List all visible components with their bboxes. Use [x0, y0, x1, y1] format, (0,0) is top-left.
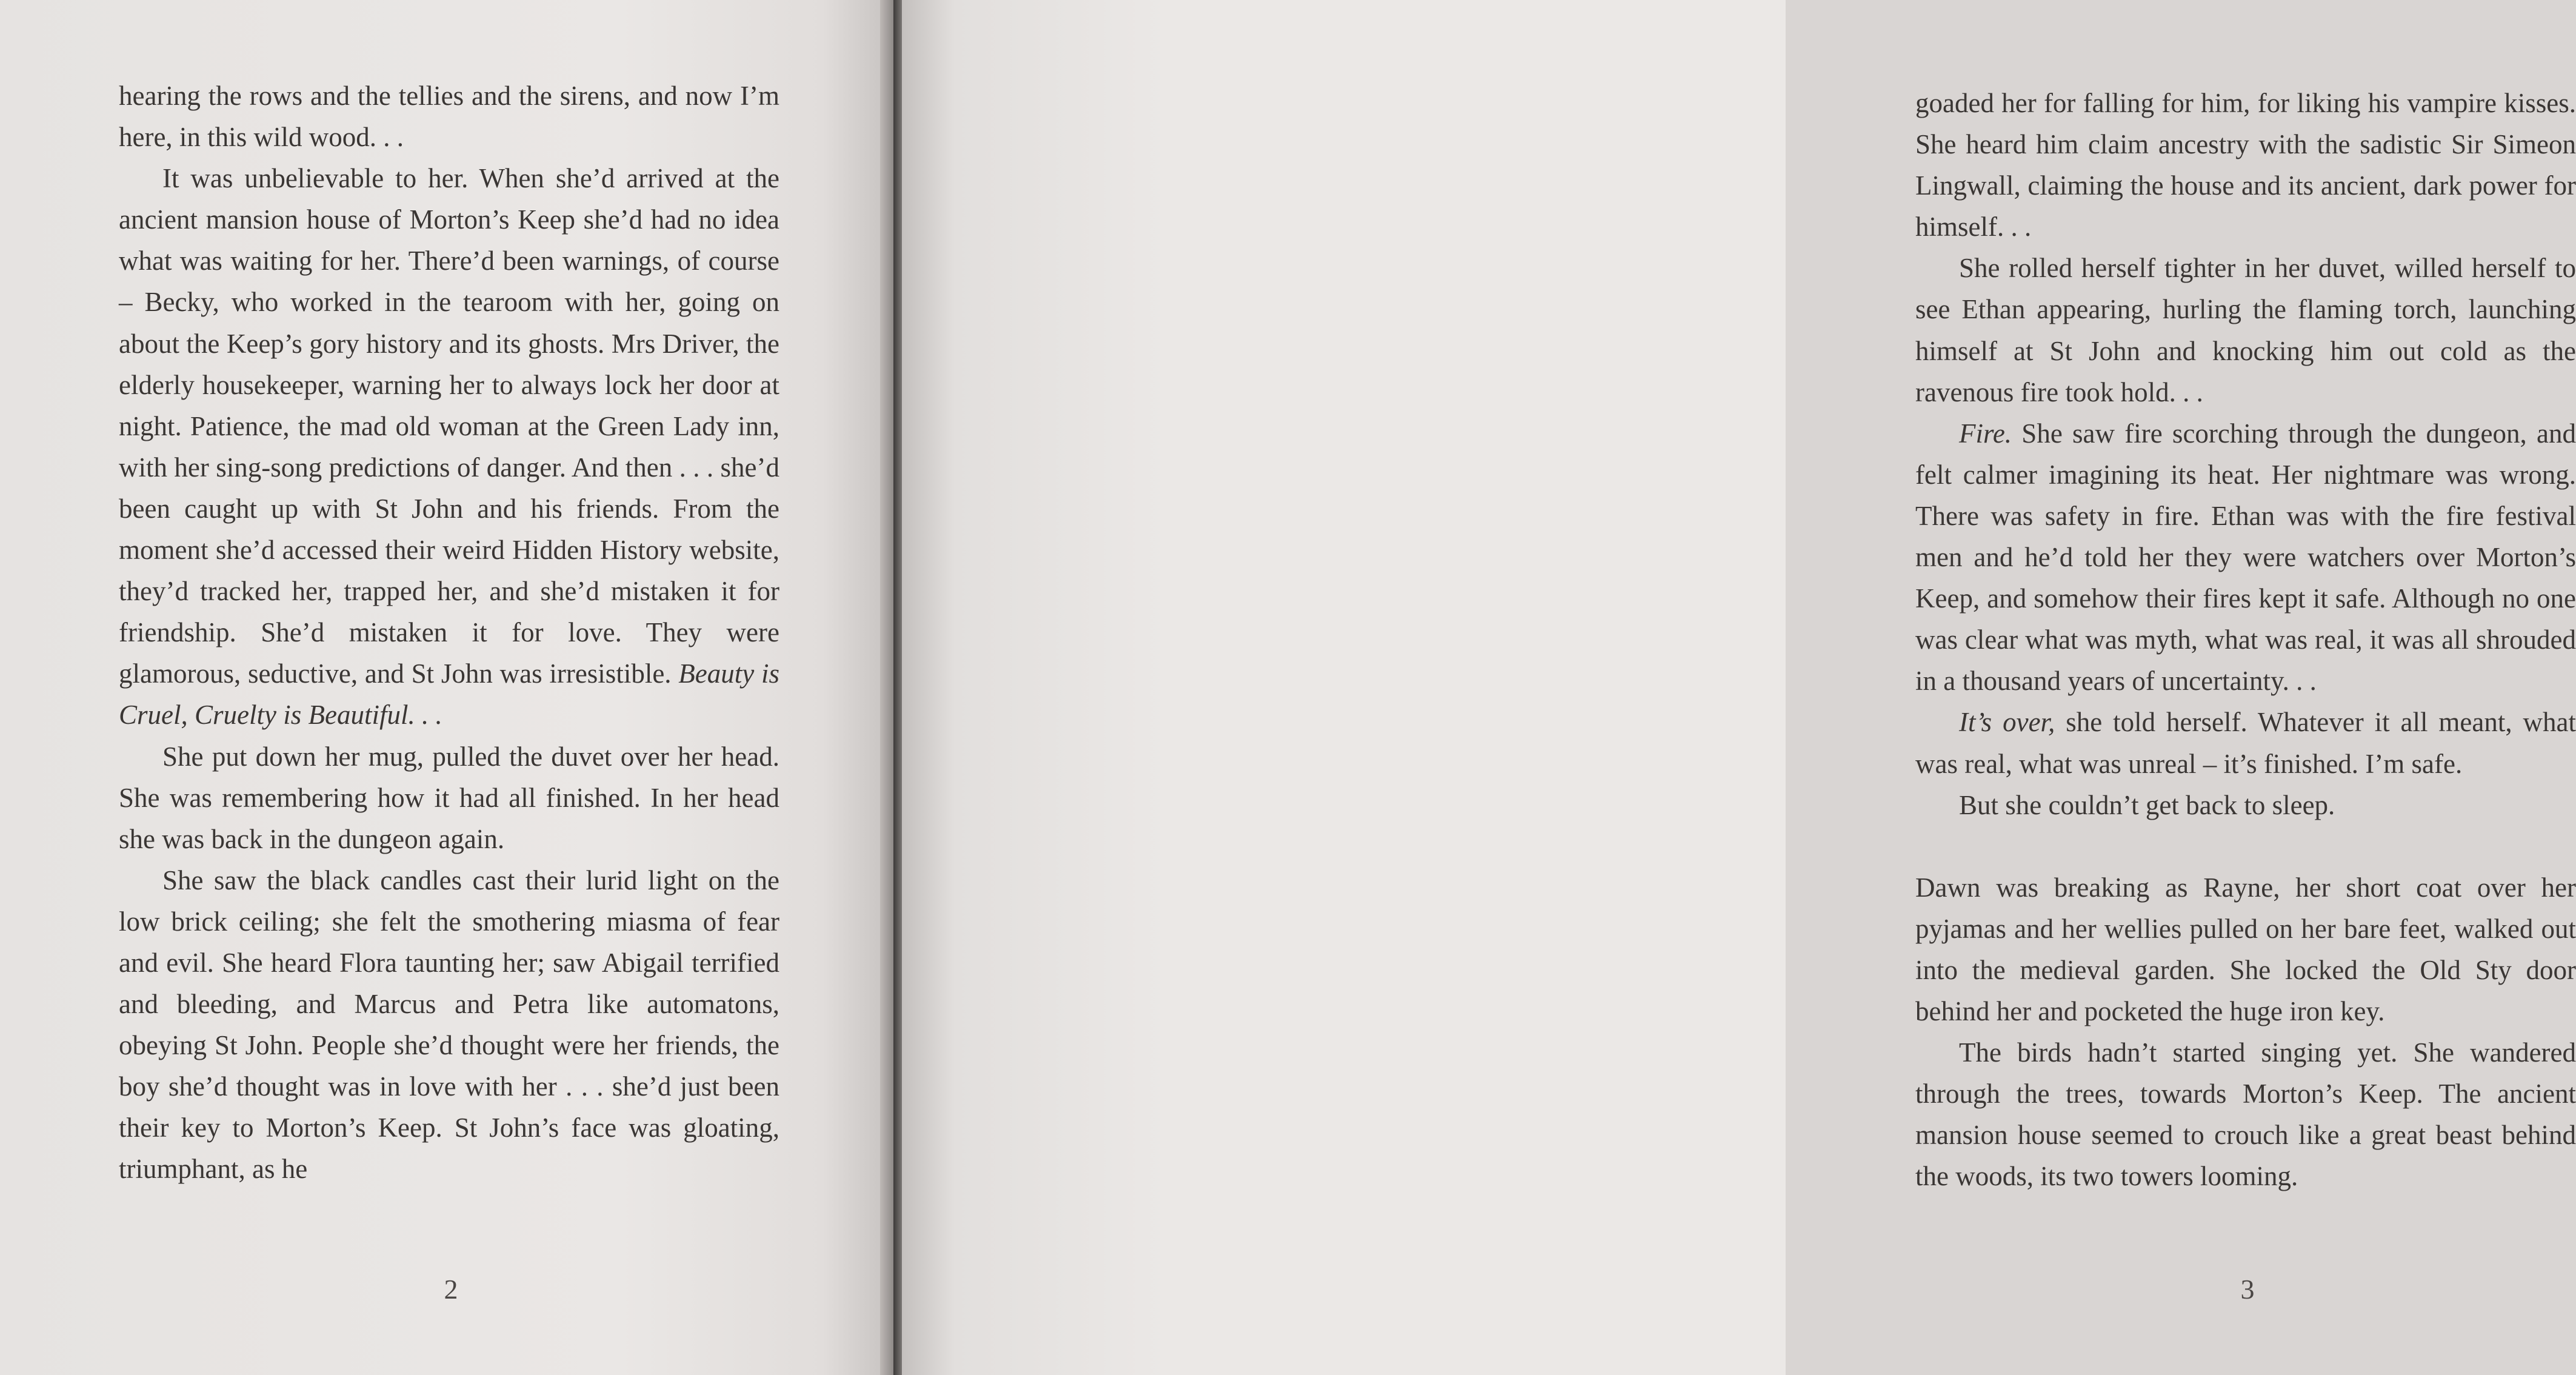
paragraph-text: hearing the rows and the tellies and the sirens, and now I’m here, in this wild wood. . . [119, 81, 779, 153]
paragraph-text: goaded her for falling for him, for liking his vampire kisses. She heard him claim ancestry with the sadistic Sir Simeon Lingwall, claiming the house and its ancient, dark power for himself. . . [1915, 88, 2576, 243]
paragraph [119, 860, 779, 1190]
right-page [902, 0, 2576, 1375]
paragraph [1915, 785, 2576, 826]
paragraph-text: The birds hadn’t started singing yet. She wandered through the trees, towards Morton’s Keep. The ancient mansion house seemed to crouch like a great beast behind the woods, its two towers looming. [1915, 1037, 2576, 1192]
italic-text: It’s over, [1959, 707, 2055, 738]
paragraph-text: she told herself. Whatever it all meant, what was real, what was unreal – it’s finished. I’m safe. [1915, 707, 2576, 779]
paragraph-text: She rolled herself tighter in her duvet, willed herself to see Ethan appearing, hurling the flaming torch, launching himself at St John and knocking him out cold as the ravenous fire took hold. . . [1915, 253, 2576, 407]
right-page-number: 3 [2240, 1274, 2255, 1305]
paragraph-text: Dawn was breaking as Rayne, her short coat over her pyjamas and her wellies pulled on her bare feet, walked out into the medieval garden. She locked the Old Sty door behind her and pocketed the huge iron key. [1915, 872, 2576, 1026]
paragraph-text: But she couldn’t get back to sleep. [1959, 789, 2335, 820]
paragraph [119, 736, 779, 860]
paragraph [1915, 1032, 2576, 1197]
left-page-body [119, 75, 779, 1190]
right-page-body [1915, 82, 2576, 1197]
paragraph-text: She saw the black candles cast their lurid light on the low brick ceiling; she felt the smothering miasma of fear and evil. She heard Flora taunting her; saw Abigail terrified and bleeding, and Marcus and Petra like automatons, obeying St John. People she’d thought were her friends, the boy she’d thought was in love with her . . . she’d just been their key to Morton’s Keep. St John’s face was gloating, triumphant, as he [119, 865, 779, 1185]
paragraph-text: She put down her mug, pulled the duvet over her head. She was remembering how it had all finished. In her head she was back in the dungeon again. [119, 741, 779, 854]
paragraph [1915, 413, 2576, 702]
paragraph [1915, 82, 2576, 247]
left-page-number: 2 [444, 1274, 458, 1305]
italic-text: Beauty is Cruel, Cruelty is Beautiful. . . [119, 658, 779, 731]
paragraph [119, 158, 779, 735]
paragraph [1915, 701, 2576, 784]
paragraph [1915, 247, 2576, 412]
paragraph [119, 75, 779, 158]
paragraph-text: It was unbelievable to her. When she’d arrived at the ancient mansion house of Morton’s Keep she’d had no idea what was waiting for her. There’d been warnings, of course – Becky, who worked in the tearoom with her, going on about the Keep’s gory history and its ghosts. Mrs Driver, the elderly housekeeper, warning her to always lock her door at night. Patience, the mad old woman at the Green Lady inn, with her sing-song predictions of danger. And then . . . she’d been caught up with St John and his friends. From the moment she’d accessed their weird Hidden History website, they’d tracked her, trapped her, and she’d mistaken it for friendship. She’d mistaken it for love. They were glamorous, seductive, and St John was irresistible. [119, 163, 779, 689]
italic-text: Fire. [1959, 418, 2012, 449]
paragraph-text: She saw fire scorching through the dungeon, and felt calmer imagining its heat. Her nightmare was wrong. There was safety in fire. Ethan was with the fire festival men and he’d told her they were watchers over Morton’s Keep, and somehow their fires kept it safe. Although no one was clear what was myth, what was real, it was all shrouded in a thousand years of uncertainty. . . [1915, 418, 2576, 697]
left-page [0, 0, 885, 1375]
book-spine-fold [893, 0, 902, 1375]
book-gutter-shadow [880, 0, 893, 1375]
paragraph [1915, 867, 2576, 1032]
